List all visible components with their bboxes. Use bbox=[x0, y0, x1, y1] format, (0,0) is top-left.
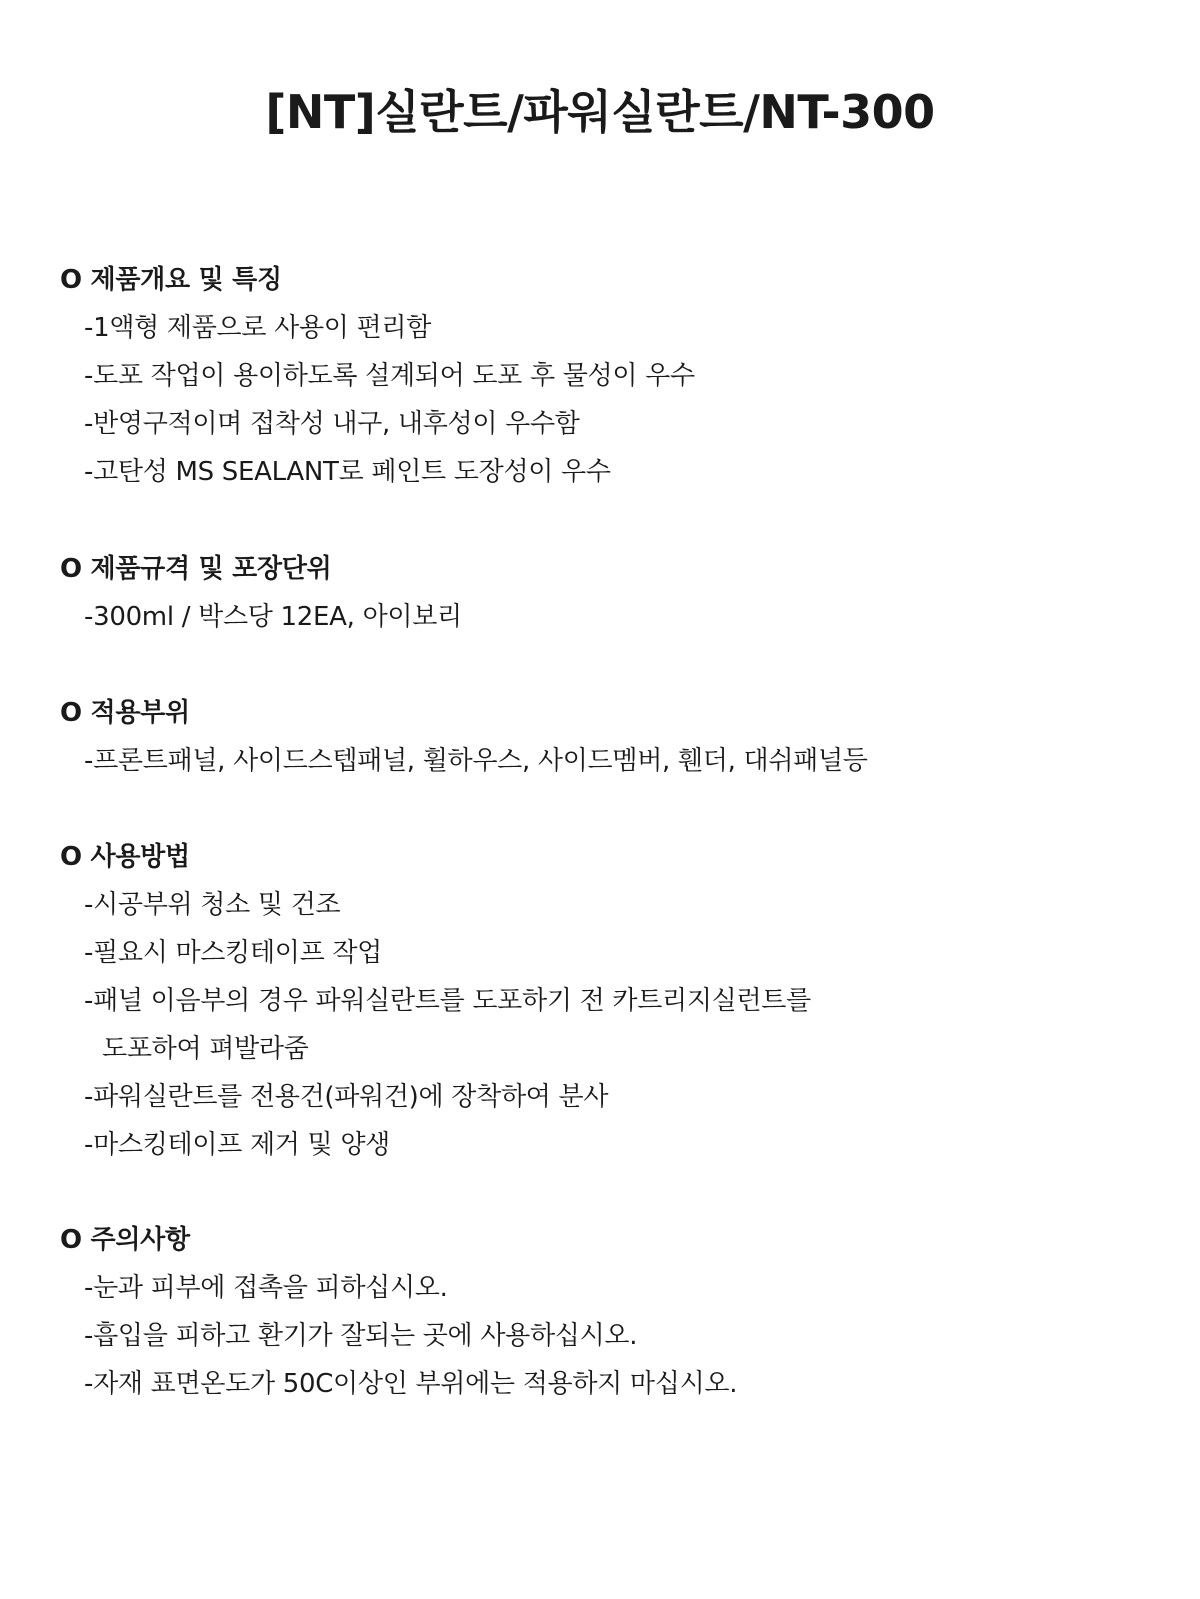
page-title: [NT]실란트/파워실란트/NT-300 bbox=[265, 85, 935, 139]
list-item: -패널 이음부의 경우 파워실란트를 도포하기 전 카트리지실런트를 bbox=[84, 986, 811, 1016]
section-cautions bbox=[60, 1216, 1160, 1408]
list-item: -흡입을 피하고 환기가 잘되는 곳에 사용하십시오. bbox=[84, 1321, 638, 1351]
list-item: -반영구적이며 접착성 내구, 내후성이 우수함 bbox=[84, 409, 580, 439]
list-item: -1액형 제품으로 사용이 편리함 bbox=[84, 313, 432, 343]
list-item: -도포 작업이 용이하도록 설계되어 도포 후 물성이 우수 bbox=[84, 361, 695, 391]
section-usage bbox=[60, 833, 1160, 1169]
section-heading: O 적용부위 bbox=[60, 698, 190, 728]
list-item: -자재 표면온도가 50C이상인 부위에는 적용하지 마십시오. bbox=[84, 1369, 738, 1399]
section-application-areas bbox=[60, 689, 1160, 785]
list-item: -마스킹테이프 제거 및 양생 bbox=[84, 1130, 390, 1160]
section-heading: O 주의사항 bbox=[60, 1225, 190, 1255]
section-specs bbox=[60, 545, 1160, 641]
list-item: -시공부위 청소 및 건조 bbox=[84, 890, 341, 920]
section-heading: O 사용방법 bbox=[60, 842, 190, 872]
list-item: -프론트패널, 사이드스텝패널, 휠하우스, 사이드멤버, 휀더, 대쉬패널등 bbox=[84, 746, 868, 776]
section-overview bbox=[60, 256, 1160, 496]
section-heading: O 제품개요 및 특징 bbox=[60, 265, 282, 295]
list-item: -필요시 마스킹테이프 작업 bbox=[84, 938, 382, 968]
list-item: -300ml / 박스당 12EA, 아이보리 bbox=[84, 602, 462, 632]
list-item: -고탄성 MS SEALANT로 페인트 도장성이 우수 bbox=[84, 457, 611, 487]
section-heading: O 제품규격 및 포장단위 bbox=[60, 554, 332, 584]
list-item-continuation: 도포하여 펴발라줌 bbox=[102, 1034, 309, 1064]
list-item: -눈과 피부에 접촉을 피하십시오. bbox=[84, 1273, 448, 1303]
list-item: -파워실란트를 전용건(파워건)에 장착하여 분사 bbox=[84, 1082, 609, 1112]
